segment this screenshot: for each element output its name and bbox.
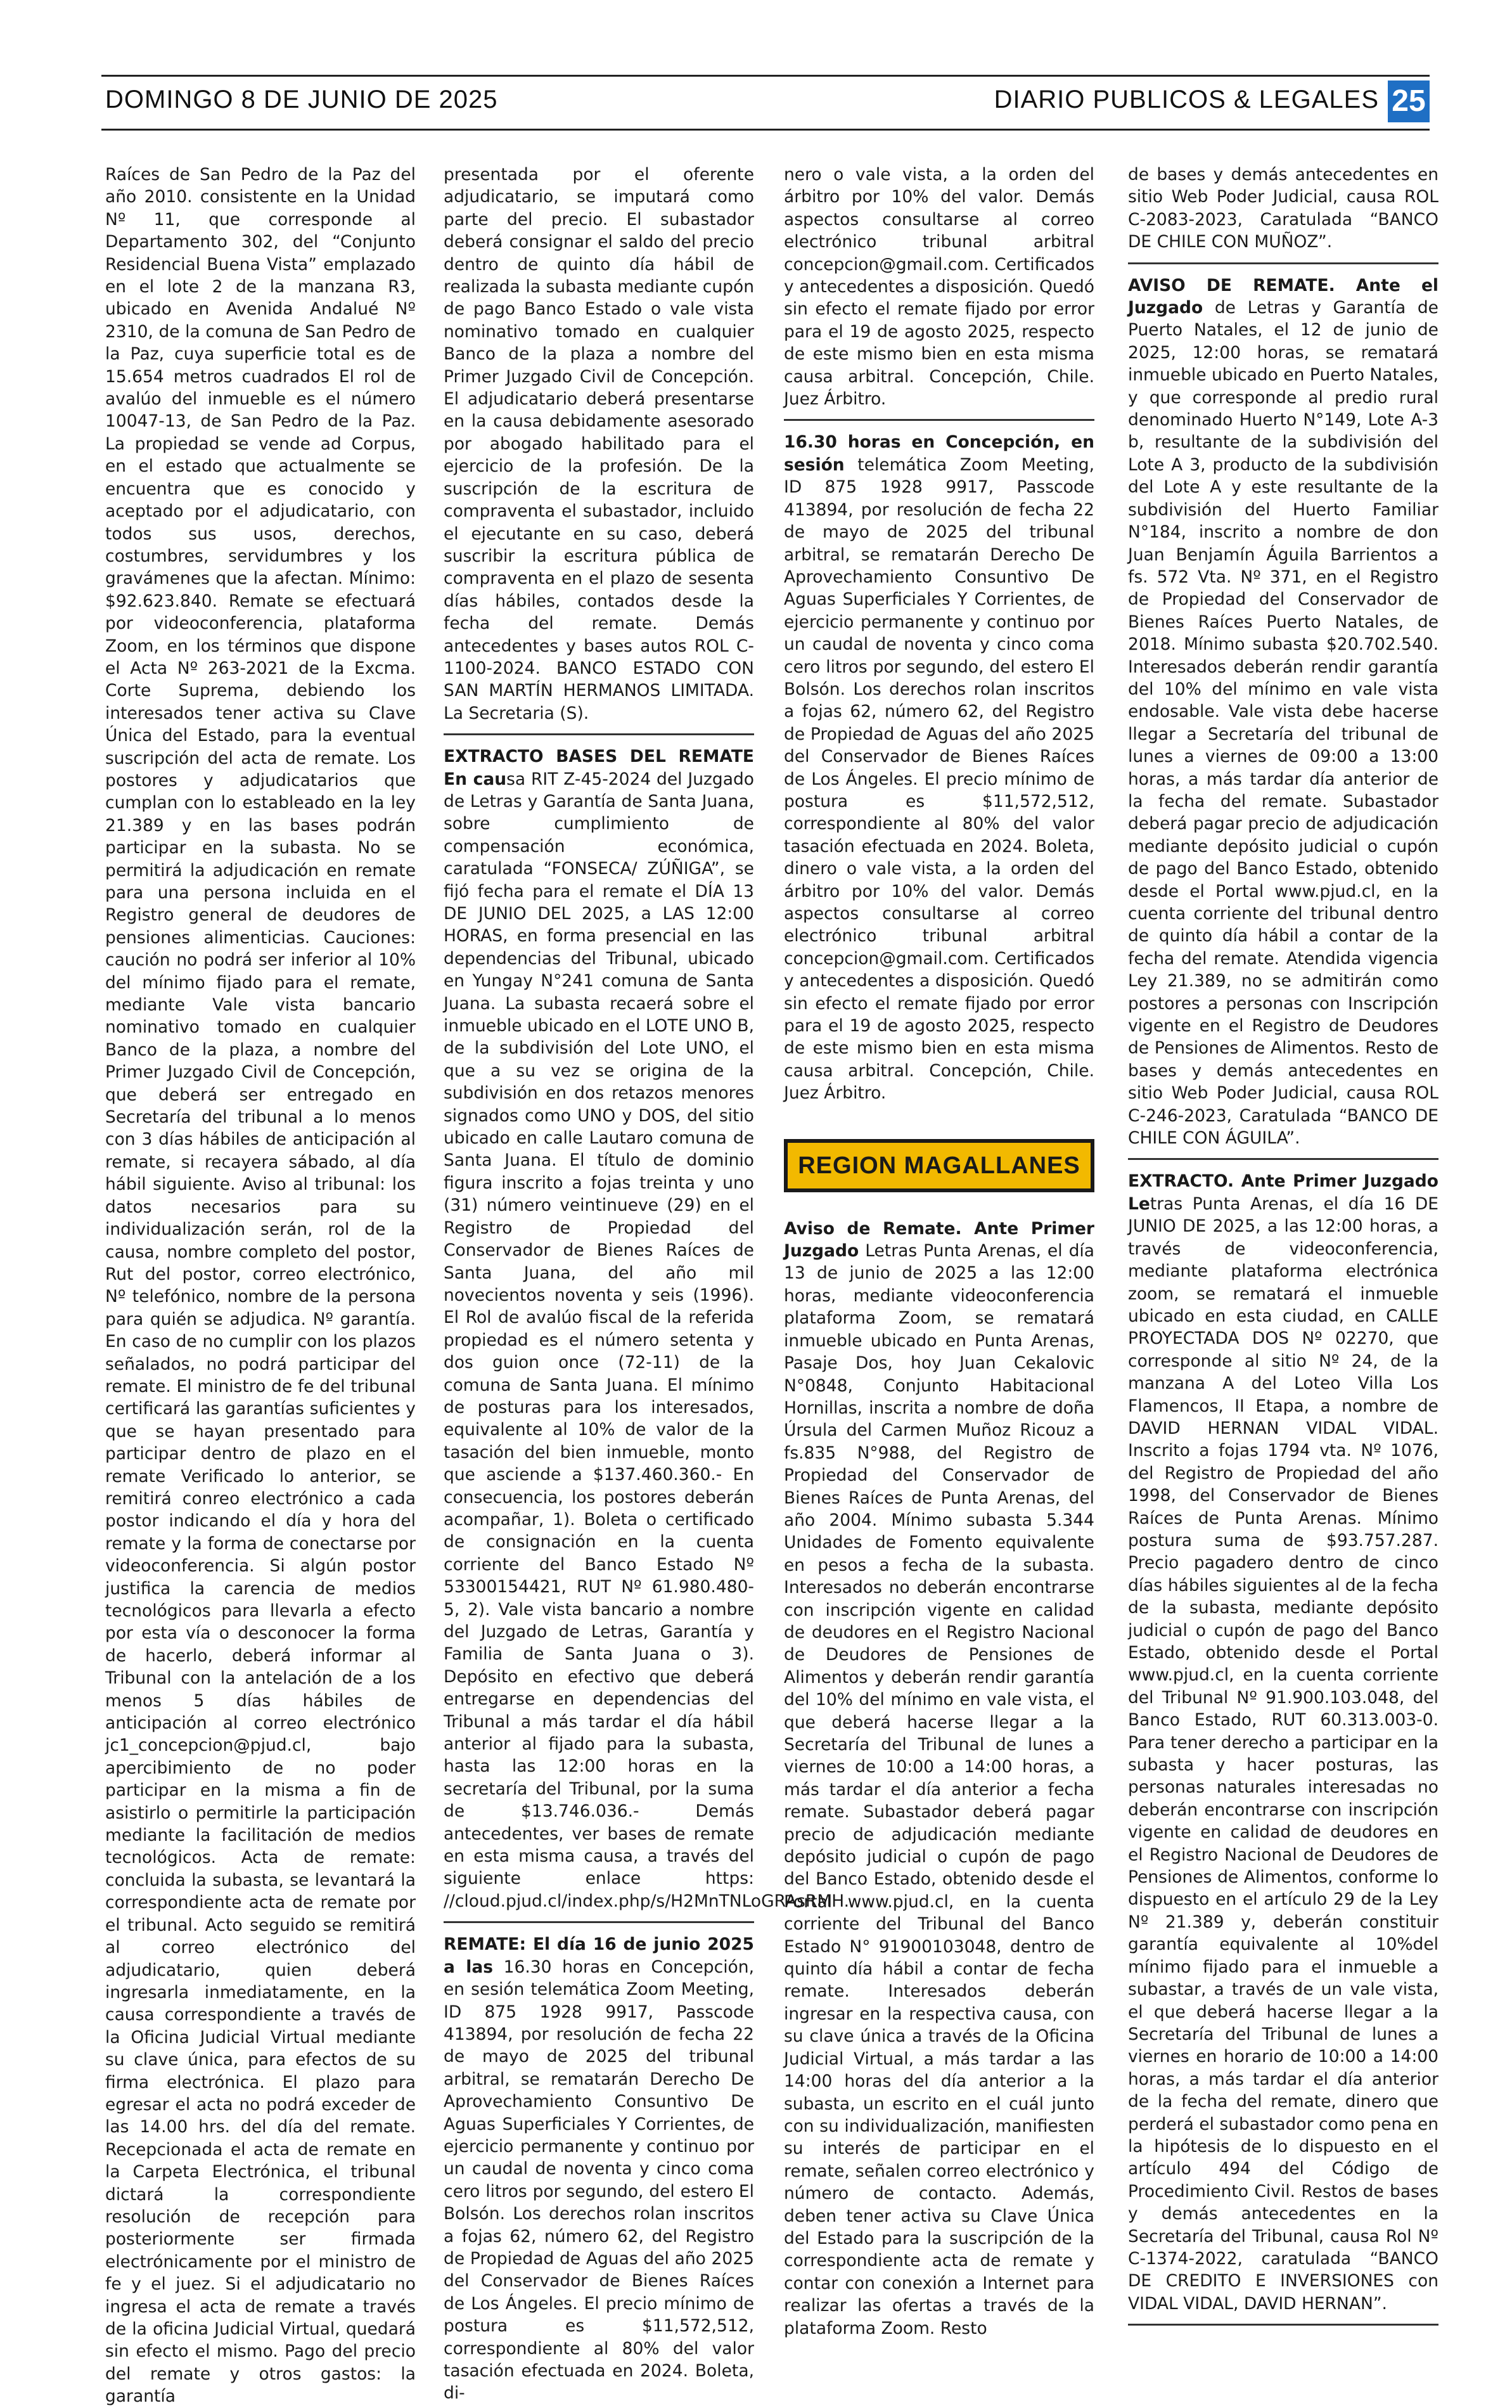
- notice-text: nero o vale vista, a la orden del árbitro por 10% del valor. Demás aspectos consultarse al correo electrónico tribunal arbitral concepcion@gmail.com. Certificados y antecedentes a disposición. Quedó sin efecto el remate fijado por error para el 19 de agosto 2025, respecto de este mismo bien en esta misma causa arbitral. Concepción, Chile. Juez Árbitro.: [784, 165, 1094, 409]
- notice-lead: EXTRACTO BASES DEL REMATE En cau: [444, 747, 754, 789]
- notice-lead: 16.30 horas en Concepción, en sesión: [784, 432, 1094, 475]
- notice-text: sa RIT Z-45-2024 del Juzgado de Letras y Garantía de Santa Juana, sobre cumplimiento de compensación económica, caratulada “FONSECA/ ZÚÑIGA”, se fijó fecha para el remate el DÍA 13 DE JUNIO DEL 2025, a LAS 12:00 HORAS, en forma presencial en las dependencias del Tribunal, ubicado en Yungay N°241 comuna de Santa Juana. La subasta recaerá sobre el inmueble ubicado en el LOTE UNO B, de la subdivisión del Lote UNO, el que a su vez se origina de la subdivisión en dos retazos menores signados como UNO y DOS, del sitio ubicado en calle Lautaro comuna de Santa Juana. El título de dominio figura inscrito a fojas treinta y uno (31) número veintinueve (29) en el Registro de Propiedad del Conservador de Bienes Raíces de Santa Juana, del año mil novecientos noventa y seis (1996). El Rol de avalúo fiscal de la referida propiedad es el número setenta y dos guion once (72-11) de la comuna de Santa Juana. El mínimo de posturas para los interesados, equivalente al 10% de valor de la tasación del bien inmueble, monto que asciende a $137.460.360.- En consecuencia, los postores deberán acompañar, 1). Boleta o certificado de consignación en la cuenta corriente del Banco Estado Nº 53300154421, RUT Nº 61.980.480-5, 2). Vale vista bancario a nombre del Juzgado de Letras, Garantía y Familia de Santa Juana o 3). Depósito en efectivo que deberá entregarse en dependencias del Tribunal a más tardar el día hábil anterior al fijado para la subasta, hasta las 12:00 horas en la secretaría del Tribunal, por la suma de $13.746.036.- Demás antecedentes, ver bases de remate en esta misma causa, a través del siguiente enlace https: //cloud.pjud.cl/index.php/s/H2MnTNLoGRAsRMH.: [444, 769, 850, 1911]
- legal-notice: [1128, 274, 1438, 1150]
- column-4: [1128, 164, 1438, 2314]
- section-banner: [784, 1139, 1094, 1192]
- legal-notice: [784, 431, 1094, 1104]
- legal-notice: [444, 164, 754, 724]
- column-3: [784, 164, 1094, 2338]
- header-date: DOMINGO 8 DE JUNIO DE 2025: [105, 86, 498, 113]
- notice-lead: Aviso de Remate. Ante Primer Juzgado: [784, 1218, 1094, 1261]
- section-banner-label: REGION MAGALLANES: [788, 1143, 1091, 1188]
- notice-divider: [1128, 1158, 1438, 1160]
- notice-divider: [1128, 2324, 1438, 2326]
- notice-text: Raíces de San Pedro de la Paz del año 2010. consistente en la Unidad Nº 11, que corresponde al Departamento 302, del “Conjunto Residencial Buena Vista” emplazado en el lote 2 de la manzana R3, ubicado en Avenida Andalué Nº 2310, de la comuna de San Pedro de la Paz, cuya superficie total es de 15.654 metros cuadrados El rol de avalúo del inmueble es el número 10047-13, de San Pedro de la Paz. La propiedad se vende ad Corpus, en el estado que actualmente se encuentra que es conocido y aceptado por el adjudicatario, con todos sus usos, derechos, costumbres, servidumbres y los gravámenes que la afectan. Mínimo: $92.623.840. Remate se efectuará por videoconferencia, plataforma Zoom, en los términos que dispone el Acta Nº 263-2021 de la Excma. Corte Suprema, debiendo los interesados tener activa su Clave Única del Estado, para la eventual suscripción del acta de remate. Los postores y adjudicatarios que cumplan con lo estableado en la ley 21.389 y en las bases podrán participar en la subasta. No se permitirá la adjudicación en remate para una persona incluida en el Registro general de deudores de pensiones alimenticias. Cauciones: caución no podrá ser inferior al 10% del mínimo fijado para el remate, mediante Vale vista bancario nominativo tomado en cualquier Banco de la plaza, a nombre del Primer Juzgado Civil de Concepción, que deberá ser entregado en Secretaría del tribunal a lo menos con 3 días hábiles de anticipación al remate, si recayera sábado, al día hábil siguiente. Aviso al tribunal: los datos necesarios para su individualización serán, rol de la causa, nombre completo del postor, Rut del postor, correo electrónico, Nº telefónico, nombre de la persona para quién se adjudica. Nº garantía. En caso de no cumplir con los plazos señalados, no podrá participar del remate. El ministro de fe del tribunal certificará las garantías suficientes y que se hayan presentado para participar dentro de plazo en el remate Verificado lo anterior, se remitirá conreo electrónico a cada postor indicando el día y hora del remate y la forma de conectarse por videoconferencia. Si algún postor justifica la carencia de medios tecnológicos para llevarla a efecto por esta vía o desconocer la forma de hacerlo, deberá informar al Tribunal con la antelación de a los menos 5 días hábiles de anticipación al correo electrónico jc1_concepcion@pjud.cl, bajo apercibimiento de no poder participar en la misma a fin de asistirlo o permitirle la participación mediante la facilitación de medios tecnológicos. Acta de remate: concluida la subasta, se levantará la correspondiente acta de remate por el tribunal. Acto seguido se remitirá al correo electrónico del adjudicatario, quien deberá ingresarla inmediatamente, en la causa correspondiente a través de la Oficina Judicial Virtual mediante su clave única, para efectos de su firma electrónica. El plazo para egresar el acta no podrá exceder de las 14.00 hrs. del día del remate. Recepcionada el acta de remate en la Carpeta Electrónica, el tribunal dictará la correspondiente resolución de recepción para posteriormente ser firmada electrónicamente por el ministro de fe y el juez. Si el adjudicatario no ingresa el acta de remate a través de la oficina Judicial Virtual, quedará sin efecto el mismo. Pago del precio del remate y otros gastos: la garantía: [105, 165, 416, 2407]
- legal-notice: [444, 745, 850, 1912]
- notice-text: 16.30 horas en Concepción, en sesión telemática Zoom Meeting, ID 875 1928 9917, Passcode 413894, por resolución de fecha 22 de mayo de 2025 del tribunal arbitral, se rematarán Derecho De Aprovechamiento Consuntivo De Aguas Superficiales Y Corrientes, de ejercicio permanente y continuo por un caudal de noventa y cinco coma cero litros por segundo, del estero El Bolsón. Los derechos rolan inscritos a fojas 62, número 62, del Registro de Propiedad de Aguas del año 2025 del Conservador de Bienes Raíces de Los Ángeles. El precio mínimo de postura es $11,572,512, correspondiente al 80% del valor tasación efectuada en 2024. Boleta, di-: [444, 1957, 754, 2404]
- legal-notice: [444, 1933, 754, 2405]
- notice-text: Letras Punta Arenas, el día 13 de junio de 2025 a las 12:00 horas, mediante videoconferencia plataforma Zoom, se rematará inmueble ubicado en Punta Arenas, Pasaje Dos, hoy Juan Cekalovic N°0848, Conjunto Habitacional Hornillas, inscrita a nombre de doña Úrsula del Carmen Muñoz Ricouz a fs.835 N°988, del Registro de Propiedad del Conservador de Bienes Raíces de Punta Arenas, del año 2004. Mínimo subasta 5.344 Unidades de Fomento equivalente en pesos a fecha de la subasta. Interesados no deberán encontrarse con inscripción vigente en calidad de deudores en el Registro Nacional de Deudores de Pensiones de Alimentos y deberán rendir garantía del 10% del mínimo en vale vista, el que deberá hacerse llegar a la Secretaría del Tribunal de lunes a viernes de 10:00 a 14:00 horas, a más tardar el día anterior a fecha remate. Subastador deberá pagar precio de adjudicación mediante depósito judicial o cupón de pago del Banco Estado, obtenido desde el Portal www.pjud.cl, en la cuenta corriente del Tribunal del Banco Estado N° 91900103048, dentro de quinto día hábil a contar de fecha remate. Interesados deberán ingresar en la respectiva causa, con su clave única a través de la Oficina Judicial Virtual, a más tardar a las 14:00 horas del día anterior a la subasta, un escrito en el cuál junto con su individualización, manifiesten su interés de participar en el remate, señalen correo electrónico y número de contacto. Además, deben tener activa su Clave Única del Estado para la suscripción de la correspondiente acta de remate y contar con conexión a Internet para realizar las ofertas a través de la plataforma Zoom. Resto: [784, 1241, 1094, 2338]
- legal-notice: [784, 164, 1094, 410]
- page-number-badge: 25: [1388, 80, 1430, 122]
- legal-notice: [784, 1218, 1094, 2340]
- notice-text: tras Punta Arenas, el día 16 DE JUNIO DE 2025, a las 12:00 horas, a través de videoconferencia, mediante plataforma electrónica zoom, se rematará el inmueble ubicado en esta ciudad, en CALLE PROYECTADA DOS Nº 02270, que corresponde al sitio Nº 24, de la manzana A del Loteo Villa Los Flamencos, II Etapa, a nombre de DAVID HERNAN VIDAL VIDAL. Inscrito a fojas 1794 vta. Nº 1076, del Registro de Propiedad del año 1998, del Conservador de Bienes Raíces de Punta Arenas. Mínimo postura suma de $93.757.287. Precio pagadero dentro de cinco días hábiles siguientes al de la fecha de la subasta, mediante depósito judicial o cupón de pago del Banco Estado, obtenido desde el Portal www.pjud.cl, en la cuenta corriente del Tribunal Nº 91.900.103.048, del Banco Estado, RUT 60.313.003-0. Para tener derecho a participar en la subasta y hacer posturas, las personas naturales interesadas no deberán encontrarse con inscripción vigente en calidad de deudores en el Registro Nacional de Deudores de Pensiones de Alimentos, conforme lo dispuesto en el artículo 29 de la Ley Nº 21.389 y, deberán constituir garantía equivalente al 10%del mínimo fijado para el inmueble a subastar, a través de un vale vista, el que deberá hacerse llegar a la Secretaría del Tribunal de lunes a viernes en horario de 10:00 a 14:00 horas, a más tardar el día anterior de la fecha del remate, dinero que perderá el subastador como pena en la hipótesis de lo dispuesto en el artículo 494 del Código de Procedimiento Civil. Restos de bases y demás antecedentes en la Secretaría del Tribunal, causa Rol Nº C-1374-2022, caratulada “BANCO DE CREDITO E INVERSIONES con VIDAL VIDAL, DAVID HERNAN”.: [1128, 1194, 1438, 2314]
- legal-notice: [105, 164, 416, 2408]
- notice-lead: REMATE: El día 16 de junio 2025 a las: [444, 1935, 754, 1977]
- notice-text: presentada por el oferente adjudicatario, se imputará como parte del precio. El subastador deberá consignar el saldo del precio dentro de quinto día hábil de realizada la subasta mediante cupón de pago Banco Estado o vale vista nominativo tomado en cualquier Banco de la plaza a nombre del Primer Juzgado Civil de Concepción. El adjudicatario deberá presentarse en la causa debidamente asesorado por abogado habilitado para el ejercicio de la profesión. De la suscripción de la escritura de compraventa el subastador, incluido el ejecutante en su caso, deberá suscribir la escritura pública de compraventa en el plazo de sesenta días hábiles, contados desde la fecha del remate. Demás antecedentes y bases autos ROL C-1100-2024. BANCO ESTADO CON SAN MARTÍN HERMANOS LIMITADA. La Secretaria (S).: [444, 165, 754, 723]
- publication-name: DIARIO PUBLICOS & LEGALES: [994, 86, 1379, 113]
- page-header: [101, 75, 1430, 131]
- notice-lead: AVISO DE REMATE. Ante el Juzgado: [1128, 275, 1438, 318]
- notice-text: de bases y demás antecedentes en sitio Web Poder Judicial, causa ROL C-2083-2023, Caratulada “BANCO DE CHILE CON MUÑOZ”.: [1128, 165, 1438, 252]
- notice-divider: [444, 1921, 754, 1923]
- notice-divider: [1128, 262, 1438, 264]
- notice-divider: [444, 733, 754, 735]
- notice-text: telemática Zoom Meeting, ID 875 1928 9917, Passcode 413894, por resolución de fecha 22 de mayo de 2025 del tribunal arbitral, se rematarán Derecho De Aprovechamiento Consuntivo De Aguas Superficiales Y Corrientes, de ejercicio permanente y continuo por un caudal de noventa y cinco coma cero litros por segundo, del estero El Bolsón. Los derechos rolan inscritos a fojas 62, número 62, del Registro de Propiedad de Aguas del año 2025 del Conservador de Bienes Raíces de Los Ángeles. El precio mínimo de postura es $11,572,512, correspondiente al 80% del valor tasación efectuada en 2024. Boleta, dinero o vale vista, a la orden del árbitro por 10% del valor. Demás aspectos consultarse al correo electrónico tribunal arbitral concepcion@gmail.com. Certificados y antecedentes a disposición. Quedó sin efecto el remate fijado por error para el 19 de agosto 2025, respecto de este mismo bien en esta misma causa arbitral. Concepción, Chile. Juez Árbitro.: [784, 454, 1094, 1104]
- notice-text: de Letras y Garantía de Puerto Natales, el 12 de junio de 2025, 12:00 horas, se rematará inmueble ubicado en Puerto Natales, y que corresponde al predio rural denominado Huerto N°149, Lote A-3 b, resultante de la subdivisión del Lote A 3, producto de la subdivisión del Lote A y este resultante de la subdivisión del Huerto Familiar N°184, inscrito a nombre de don Juan Benjamín Águila Barrientos a fs. 572 Vta. Nº 371, en el Registro de Propiedad del Conservador de Bienes Raíces Puerto Natales, de 2018. Mínimo subasta $20.702.540. Interesados deberán rendir garantía del 10% del mínimo en vale vista endosable. Vale vista debe hacerse llegar a Secretaría del tribunal de lunes a viernes de 09:00 a 13:00 horas, a más tardar día anterior de la fecha del remate. Subastador deberá pagar precio de adjudicación mediante depósito judicial o cupón de pago del Banco Estado, obtenido desde el Portal www.pjud.cl, en la cuenta corriente del tribunal dentro de quinto día hábil a contar de la fecha del remate. Atendida vigencia Ley 21.389, no se admitirán como postores a personas con Inscripción vigente en el Registro de Deudores de Pensiones de Alimentos. Resto de bases y demás antecedentes en sitio Web Poder Judicial, causa ROL C-246-2023, Caratulada “BANCO DE CHILE CON ÁGUILA”.: [1128, 298, 1438, 1149]
- notice-divider: [784, 419, 1094, 421]
- column-1: [105, 164, 416, 2407]
- notice-lead: EXTRACTO. Ante Primer Juzgado Le: [1128, 1171, 1438, 1214]
- legal-notice: [1128, 164, 1438, 254]
- column-2: [444, 164, 850, 2404]
- legal-notice: [1128, 1170, 1438, 2315]
